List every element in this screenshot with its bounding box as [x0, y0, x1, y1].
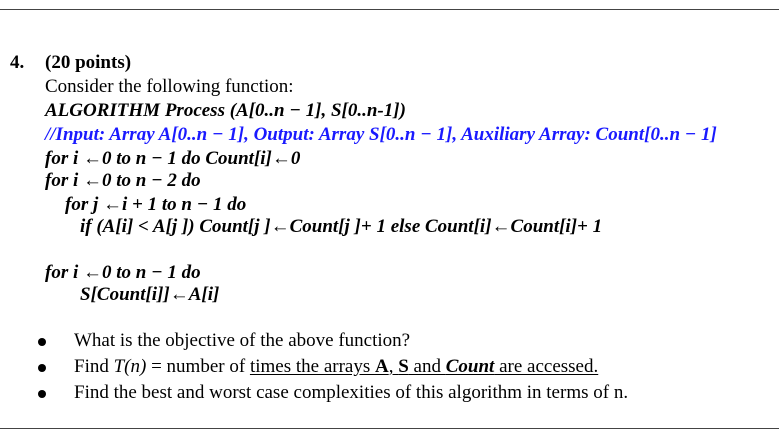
- task-complexity: Find the best and worst case complexities of this algorithm in terms of n.: [74, 382, 629, 403]
- task-tn-underlined: [250, 356, 598, 377]
- task-tn-end: are accessed.: [494, 356, 599, 377]
- algorithm-header: ALGORITHM Process (A[0..n − 1], S[0..n-1]): [45, 100, 406, 121]
- question-points: (20 points): [45, 52, 132, 73]
- question-number: 4.: [10, 52, 25, 73]
- task-tn: [74, 356, 598, 378]
- code-line-5: for i ←0 to n − 1 do: [45, 262, 201, 283]
- task-tn-symbol: T(n): [113, 356, 147, 377]
- bullet-icon: [38, 364, 46, 372]
- code-line-6: S[Count[i]]←A[i]: [80, 284, 220, 305]
- task-tn-and: and: [408, 356, 446, 377]
- io-comment: //Input: Array A[0..n − 1], Output: Array S[0..n − 1], Auxiliary Array: Count[0..n − 1]: [45, 124, 717, 145]
- bottom-divider: [0, 428, 779, 429]
- array-count: Count: [445, 356, 495, 377]
- array-s: S: [398, 356, 409, 377]
- array-a: A: [374, 356, 389, 377]
- top-divider: [0, 9, 779, 10]
- bullet-icon: [38, 390, 46, 398]
- bullet-icon: [38, 338, 46, 346]
- task-tn-mid: = number of: [146, 356, 250, 377]
- code-line-4: if (A[i] < A[j ]) Count[j ]←Count[j ]+ 1 else Count[i]←Count[i]+ 1: [80, 216, 603, 237]
- task-tn-comma: ,: [388, 356, 399, 377]
- task-tn-pre: Find: [74, 356, 114, 377]
- question-intro: Consider the following function:: [45, 76, 294, 97]
- task-tn-u1: times the arrays: [249, 356, 375, 377]
- code-line-1: for i ←0 to n − 1 do Count[i]←0: [45, 148, 301, 169]
- task-objective: What is the objective of the above function?: [74, 330, 411, 351]
- code-line-2: for i ←0 to n − 2 do: [45, 170, 201, 191]
- code-line-3: for j ←i + 1 to n − 1 do: [65, 194, 247, 215]
